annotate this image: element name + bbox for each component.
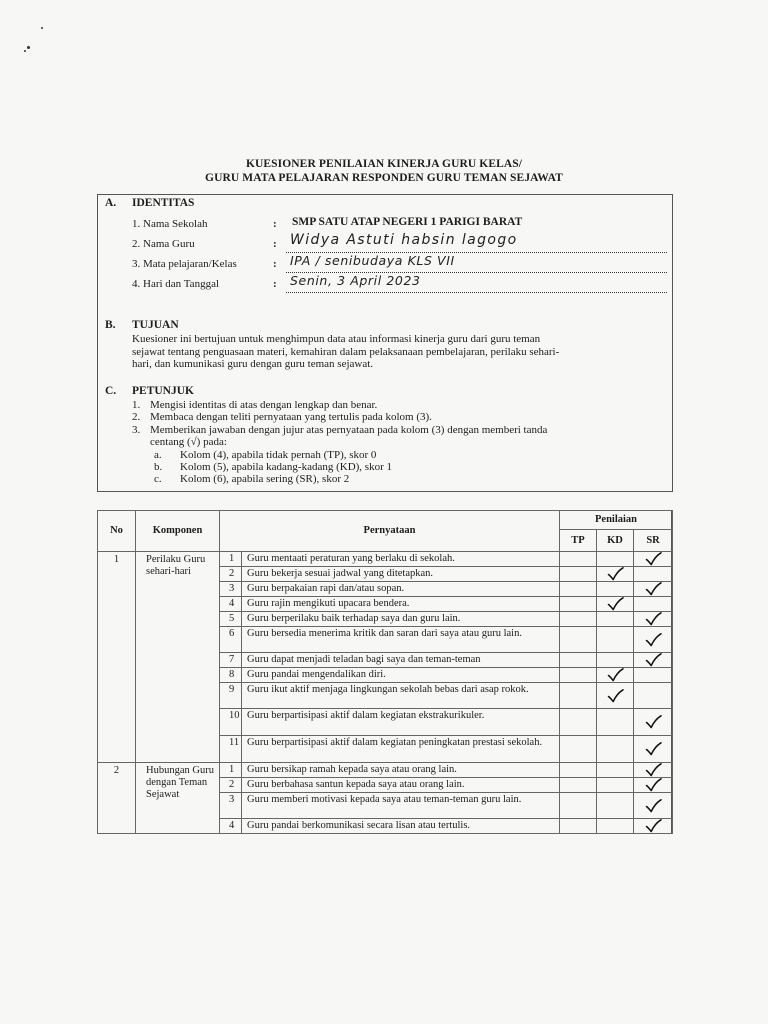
field-colon: : xyxy=(273,258,277,270)
statement-number: 7 xyxy=(220,653,242,668)
document-title xyxy=(0,157,768,185)
mark-cell-tp[interactable] xyxy=(560,552,597,567)
statement-number: 4 xyxy=(220,819,242,834)
group-komponen: Hubungan Guru dengan Teman Sejawat xyxy=(136,763,220,834)
mark-cell-sr[interactable] xyxy=(634,597,673,612)
mark-cell-sr[interactable] xyxy=(634,763,673,778)
section-a-letter: A. xyxy=(105,197,117,209)
header-pernyataan: Pernyataan xyxy=(220,511,560,552)
section-c-letter: C. xyxy=(105,385,117,397)
mark-cell-kd[interactable] xyxy=(597,668,634,683)
statement-text: Guru berperilaku baik terhadap saya dan guru lain. xyxy=(242,612,560,627)
statement-number: 5 xyxy=(220,612,242,627)
checkmark-icon xyxy=(645,764,662,775)
mark-cell-kd[interactable] xyxy=(597,763,634,778)
field-colon: : xyxy=(273,278,277,290)
mark-cell-kd[interactable] xyxy=(597,709,634,736)
mark-cell-kd[interactable] xyxy=(597,819,634,834)
mark-cell-sr[interactable] xyxy=(634,552,673,567)
field-colon: : xyxy=(273,218,277,230)
field-label: 4. Hari dan Tanggal xyxy=(132,278,220,290)
checkmark-icon xyxy=(607,568,624,579)
list-subitem: b. Kolom (5), apabila kadang-kadang (KD), skor 1 xyxy=(154,461,392,474)
statement-text: Guru berbahasa santun kepada saya atau orang lain. xyxy=(242,778,560,793)
list-subitem: a. Kolom (4), apabila tidak pernah (TP), skor 0 xyxy=(154,448,377,461)
checkmark-icon xyxy=(645,716,662,727)
statement-text: Guru bekerja sesuai jadwal yang ditetapkan. xyxy=(242,567,560,582)
title-line-1: KUESIONER PENILAIAN KINERJA GURU KELAS/ xyxy=(245,158,523,170)
statement-text: Guru pandai berkomunikasi secara lisan atau tertulis. xyxy=(242,819,560,834)
mark-cell-tp[interactable] xyxy=(560,612,597,627)
mark-cell-sr[interactable] xyxy=(634,653,673,668)
statement-number: 9 xyxy=(220,683,242,709)
mark-cell-tp[interactable] xyxy=(560,793,597,819)
mark-cell-kd[interactable] xyxy=(597,736,634,763)
header-sr: SR xyxy=(634,530,673,552)
header-tp: TP xyxy=(560,530,597,552)
mark-cell-kd[interactable] xyxy=(597,778,634,793)
header-kd: KD xyxy=(597,530,634,552)
checkmark-icon xyxy=(645,553,662,564)
list-item: centang (√) pada: xyxy=(150,436,227,449)
table-row xyxy=(98,763,673,778)
scan-speck xyxy=(41,27,43,29)
scan-speck xyxy=(24,50,26,52)
mark-cell-tp[interactable] xyxy=(560,709,597,736)
statement-text: Guru dapat menjadi teladan bagi saya dan teman-teman xyxy=(242,653,560,668)
statement-text: Guru bersikap ramah kepada saya atau orang lain. xyxy=(242,763,560,778)
mark-cell-tp[interactable] xyxy=(560,597,597,612)
statement-text: Guru berpartisipasi aktif dalam kegiatan peningkatan prestasi sekolah. xyxy=(242,736,560,763)
mark-cell-kd[interactable] xyxy=(597,793,634,819)
statement-text: Guru bersedia menerima kritik dan saran dari saya atau guru lain. xyxy=(242,627,560,653)
mark-cell-tp[interactable] xyxy=(560,567,597,582)
group-number: 2 xyxy=(98,763,136,834)
scan-speck xyxy=(27,46,30,49)
statement-text: Guru berpakaian rapi dan/atau sopan. xyxy=(242,582,560,597)
group-number: 1 xyxy=(98,552,136,763)
section-a-heading: IDENTITAS xyxy=(132,197,195,209)
list-subitem: c. Kolom (6), apabila sering (SR), skor 2 xyxy=(154,473,350,486)
handwritten-value: Senin, 3 April 2023 xyxy=(290,273,421,288)
mark-cell-kd[interactable] xyxy=(597,597,634,612)
mark-cell-tp[interactable] xyxy=(560,736,597,763)
statement-number: 2 xyxy=(220,567,242,582)
handwritten-value: IPA / senibudaya KLS VII xyxy=(290,253,455,268)
list-item: 3. Memberikan jawaban dengan jujur atas pernyataan pada kolom (3) dengan memberi tanda xyxy=(132,423,548,436)
mark-cell-tp[interactable] xyxy=(560,582,597,597)
mark-cell-sr[interactable] xyxy=(634,683,673,709)
checkmark-icon xyxy=(645,779,662,790)
statement-number: 1 xyxy=(220,763,242,778)
statement-text: Guru ikut aktif menjaga lingkungan sekolah bebas dari asap rokok. xyxy=(242,683,560,709)
statement-number: 1 xyxy=(220,552,242,567)
mark-cell-kd[interactable] xyxy=(597,653,634,668)
tujuan-line: hari, dan kumunikasi guru dengan guru teman sejawat. xyxy=(132,358,374,371)
assessment-table xyxy=(97,510,672,834)
checkmark-icon xyxy=(645,800,662,811)
field-mata-pelajaran xyxy=(132,255,667,275)
statement-number: 3 xyxy=(220,582,242,597)
mark-cell-tp[interactable] xyxy=(560,653,597,668)
mark-cell-sr[interactable] xyxy=(634,668,673,683)
mark-cell-kd[interactable] xyxy=(597,582,634,597)
dotted-line xyxy=(286,292,667,293)
statement-text: Guru mentaati peraturan yang berlaku di sekolah. xyxy=(242,552,560,567)
section-c-heading: PETUNJUK xyxy=(132,385,194,397)
statement-text: Guru berpartisipasi aktif dalam kegiatan ekstrakurikuler. xyxy=(242,709,560,736)
mark-cell-kd[interactable] xyxy=(597,552,634,567)
mark-cell-tp[interactable] xyxy=(560,819,597,834)
statement-text: Guru rajin mengikuti upacara bendera. xyxy=(242,597,560,612)
statement-text: Guru pandai mengendalikan diri. xyxy=(242,668,560,683)
checkmark-icon xyxy=(645,583,662,594)
header-no: No xyxy=(98,511,136,552)
mark-cell-tp[interactable] xyxy=(560,668,597,683)
mark-cell-sr[interactable] xyxy=(634,567,673,582)
checkmark-icon xyxy=(607,669,624,680)
checkmark-icon xyxy=(645,743,662,754)
checkmark-icon xyxy=(607,598,624,609)
mark-cell-kd[interactable] xyxy=(597,683,634,709)
mark-cell-sr[interactable] xyxy=(634,793,673,819)
mark-cell-tp[interactable] xyxy=(560,683,597,709)
mark-cell-sr[interactable] xyxy=(634,582,673,597)
checkmark-icon xyxy=(645,820,662,831)
info-box xyxy=(97,194,673,492)
statement-number: 11 xyxy=(220,736,242,763)
mark-cell-sr[interactable] xyxy=(634,819,673,834)
mark-cell-sr[interactable] xyxy=(634,627,673,653)
mark-cell-tp[interactable] xyxy=(560,627,597,653)
tujuan-line: Kuesioner ini bertujuan untuk menghimpun data atau informasi kinerja guru dari guru teman xyxy=(132,333,541,345)
mark-cell-tp[interactable] xyxy=(560,778,597,793)
mark-cell-kd[interactable] xyxy=(597,567,634,582)
group-komponen: Perilaku Guru sehari-hari xyxy=(136,552,220,763)
statement-text: Guru memberi motivasi kepada saya atau teman-teman guru lain. xyxy=(242,793,560,819)
checkmark-icon xyxy=(607,690,624,701)
header-komponen: Komponen xyxy=(136,511,220,552)
field-label: 3. Mata pelajaran/Kelas xyxy=(132,258,237,270)
checkmark-icon xyxy=(645,654,662,665)
list-item: 2. Membaca dengan teliti pernyataan yang tertulis pada kolom (3). xyxy=(132,411,432,424)
tujuan-paragraph xyxy=(132,333,660,371)
list-item: 1. Mengisi identitas di atas dengan lengkap dan benar. xyxy=(132,399,378,411)
statement-number: 4 xyxy=(220,597,242,612)
mark-cell-sr[interactable] xyxy=(634,709,673,736)
mark-cell-kd[interactable] xyxy=(597,612,634,627)
section-b-letter: B. xyxy=(105,319,116,331)
table-row xyxy=(98,552,673,567)
mark-cell-sr[interactable] xyxy=(634,778,673,793)
statement-number: 8 xyxy=(220,668,242,683)
statement-number: 2 xyxy=(220,778,242,793)
field-label: 2. Nama Guru xyxy=(132,238,195,250)
header-penilaian: Penilaian xyxy=(560,511,673,530)
field-value: SMP SATU ATAP NEGERI 1 PARIGI BARAT xyxy=(292,216,523,228)
statement-number: 6 xyxy=(220,627,242,653)
section-b-heading: TUJUAN xyxy=(132,319,179,331)
mark-cell-sr[interactable] xyxy=(634,736,673,763)
checkmark-icon xyxy=(645,613,662,624)
tujuan-line: sejawat tentang penguasaan materi, kemahiran dalam pelaksanaan pembelajaran, perilaku sehari- xyxy=(132,345,560,358)
mark-cell-tp[interactable] xyxy=(560,763,597,778)
petunjuk-list xyxy=(132,399,662,486)
field-colon: : xyxy=(273,238,277,250)
statement-number: 3 xyxy=(220,793,242,819)
checkmark-icon xyxy=(645,634,662,645)
statement-number: 10 xyxy=(220,709,242,736)
mark-cell-kd[interactable] xyxy=(597,627,634,653)
handwritten-value: Widya Astuti habsin lagogo xyxy=(290,232,518,248)
field-hari-tanggal xyxy=(132,275,667,295)
mark-cell-sr[interactable] xyxy=(634,612,673,627)
title-line-2: GURU MATA PELAJARAN RESPONDEN GURU TEMAN SEJAWAT xyxy=(205,172,563,184)
field-label: 1. Nama Sekolah xyxy=(132,218,208,230)
field-nama-guru xyxy=(132,232,667,255)
